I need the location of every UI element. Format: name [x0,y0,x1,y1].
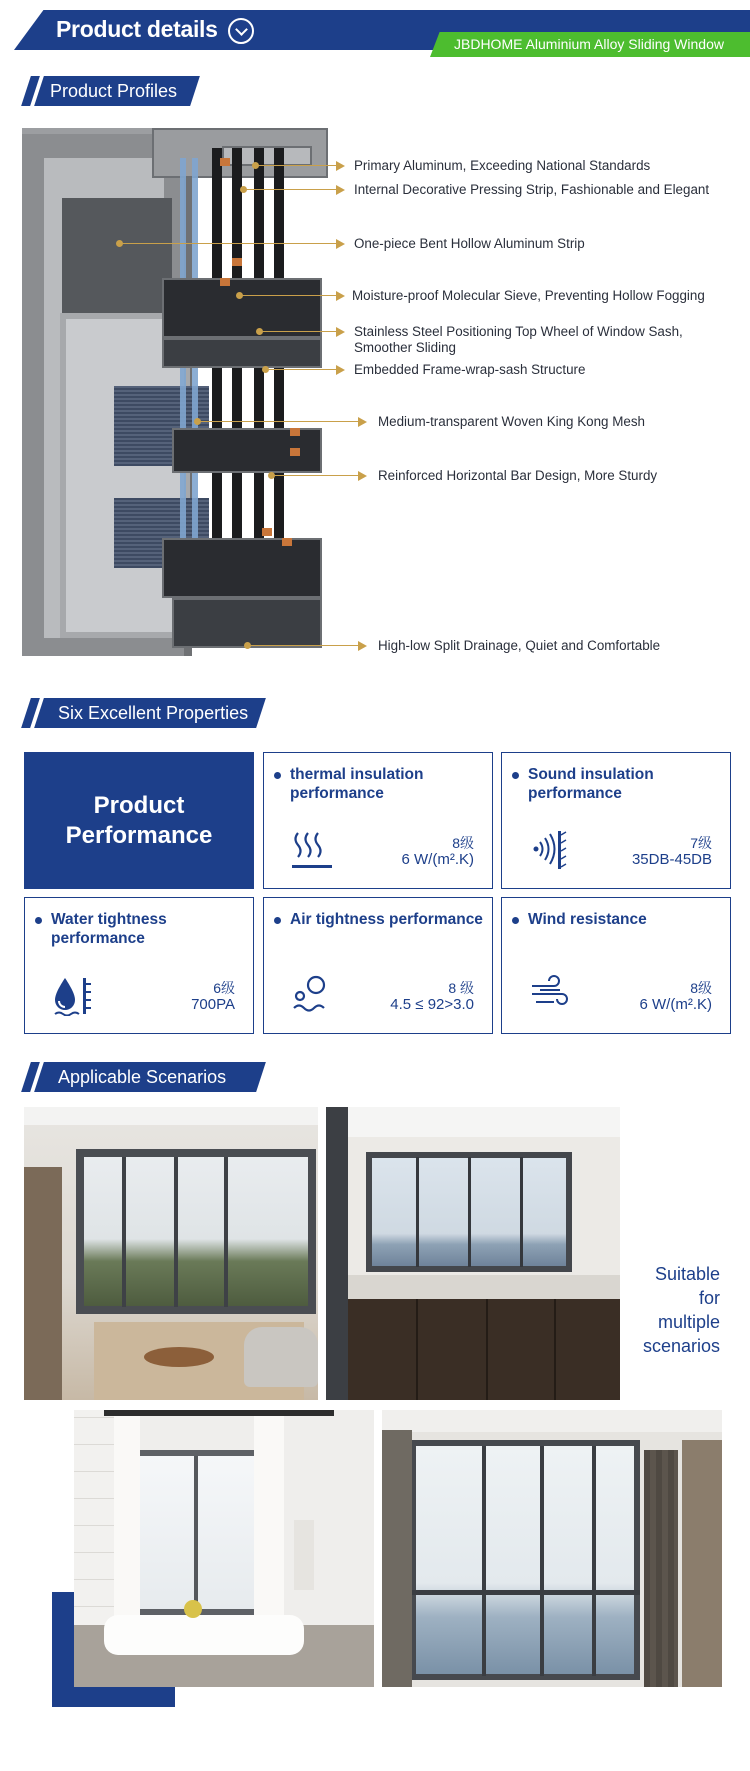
callout-item: Internal Decorative Pressing Strip, Fashionable and Elegant [0,180,750,200]
callout-item: One-piece Bent Hollow Aluminum Strip [0,234,750,254]
callout-item: Embedded Frame-wrap-sash Structure [0,360,750,380]
water-drop-icon [53,974,93,1016]
callout-item: High-low Split Drainage, Quiet and Comfortable [0,636,750,656]
property-card-sound: Sound insulation performance 7级 35DB-45DB [501,752,731,889]
section-title: Six Excellent Properties [58,703,249,723]
wind-icon [530,974,570,1016]
scenario-photo-living-room [24,1107,318,1400]
banner-subtitle: JBDHOME Aluminium Alloy Sliding Window [454,36,724,52]
callout-item: Primary Aluminum, Exceeding National Standards [0,156,750,176]
scenario-photo-kitchen [326,1107,620,1400]
top-banner [0,0,750,60]
product-performance-panel: Product Performance [24,752,254,889]
section-title: Product Profiles [50,81,178,101]
callout-item: Moisture-proof Molecular Sieve, Preventing Hollow Fogging [0,286,750,306]
property-card-water: Water tightness performance 6级 700PA [24,897,254,1034]
banner-title: Product details [56,16,218,42]
property-card-thermal: thermal insulation performance 8级 6 W/(m².K) [263,752,493,889]
callout-item: Medium-transparent Woven King Kong Mesh [0,412,750,432]
heat-waves-icon [292,829,332,871]
callout-item: Stainless Steel Positioning Top Wheel of Window Sash, Smoother Sliding [0,322,750,342]
chevron-down-icon[interactable] [228,18,254,44]
scenarios-caption: Suitable for multiple scenarios [642,1264,720,1356]
window-profile-cross-section [22,128,328,663]
sound-wall-icon [530,829,570,871]
section-title: Applicable Scenarios [58,1067,227,1087]
air-bubbles-icon [292,974,332,1016]
property-card-air: Air tightness performance 8 级 4.5 ≤ 92>3.0 [263,897,493,1034]
callout-item: Reinforced Horizontal Bar Design, More Sturdy [0,466,750,486]
scenario-photo-bathroom [74,1410,374,1687]
property-card-wind: Wind resistance 8级 6 W/(m².K) [501,897,731,1034]
scenario-photo-bedroom [382,1410,722,1687]
